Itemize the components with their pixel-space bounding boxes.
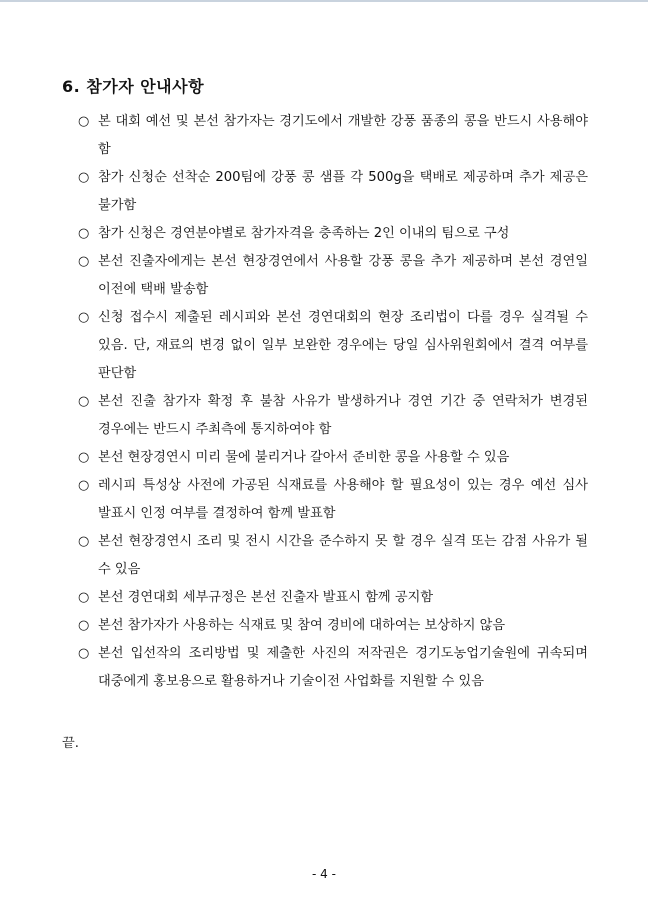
circle-bullet-icon: ○	[78, 618, 90, 633]
circle-bullet-icon: ○	[78, 310, 90, 325]
list-item	[76, 220, 588, 248]
list-item-text: 신청 접수시 제출된 레시피와 본선 경연대회의 현장 조리법이 다를 경우 실격될 수 있음. 단, 재료의 변경 없이 일부 보완한 경우에는 당일 심사위원회에서 결격 여부를 판단함	[98, 310, 588, 381]
list-item	[76, 304, 588, 388]
circle-bullet-icon: ○	[78, 254, 90, 269]
list-item-text: 본선 현장경연시 미리 물에 불리거나 갈아서 준비한 콩을 사용할 수 있음	[98, 450, 510, 465]
list-item	[76, 444, 588, 472]
list-item-text: 레시피 특성상 사전에 가공된 식재료를 사용해야 할 필요성이 있는 경우 예선 심사 발표시 인정 여부를 결정하여 함께 발표함	[98, 478, 588, 521]
circle-bullet-icon: ○	[78, 478, 90, 493]
list-item	[76, 164, 588, 220]
list-item-text: 본 대회 예선 및 본선 참가자는 경기도에서 개발한 강풍 품종의 콩을 반드시 사용해야 함	[98, 114, 588, 157]
list-item-text: 본선 입선작의 조리방법 및 제출한 사진의 저작권은 경기도농업기술원에 귀속되며 대중에게 홍보용으로 활용하거나 기술이전 사업화를 지원할 수 있음	[98, 646, 588, 689]
page-number: - 4 -	[312, 867, 336, 881]
circle-bullet-icon: ○	[78, 450, 90, 465]
list-item	[76, 584, 588, 612]
top-border-line	[0, 0, 648, 2]
list-item-text: 본선 경연대회 세부규정은 본선 진출자 발표시 함께 공지함	[98, 590, 434, 605]
list-item-text: 본선 진출자에게는 본선 현장경연에서 사용할 강풍 콩을 추가 제공하며 본선 경연일 이전에 택배 발송함	[98, 254, 588, 297]
list-item-text: 본선 참가자가 사용하는 식재료 및 참여 경비에 대하여는 보상하지 않음	[98, 618, 506, 633]
section-title: 6. 참가자 안내사항	[62, 77, 205, 96]
circle-bullet-icon: ○	[78, 534, 90, 549]
list-item-text: 본선 현장경연시 조리 및 전시 시간을 준수하지 못 할 경우 실격 또는 감점 사유가 될 수 있음	[98, 534, 588, 577]
list-item	[76, 640, 588, 696]
list-item-text: 참가 신청은 경연분야별로 참가자격을 충족하는 2인 이내의 팀으로 구성	[98, 226, 510, 241]
list-item	[76, 472, 588, 528]
list-item-text: 본선 진출 참가자 확정 후 불참 사유가 발생하거나 경연 기간 중 연락처가 변경된 경우에는 반드시 주최측에 통지하여야 함	[98, 394, 588, 437]
notice-list	[76, 108, 588, 696]
list-item-text: 참가 신청순 선착순 200팀에 강풍 콩 샘플 각 500g을 택배로 제공하며 추가 제공은 불가함	[98, 170, 588, 213]
list-item	[76, 528, 588, 584]
circle-bullet-icon: ○	[78, 394, 90, 409]
list-item	[76, 612, 588, 640]
circle-bullet-icon: ○	[78, 646, 90, 661]
circle-bullet-icon: ○	[78, 590, 90, 605]
list-item	[76, 388, 588, 444]
list-item	[76, 248, 588, 304]
closing-mark: 끝.	[62, 736, 79, 751]
circle-bullet-icon: ○	[78, 114, 90, 129]
list-item	[76, 108, 588, 164]
circle-bullet-icon: ○	[78, 226, 90, 241]
circle-bullet-icon: ○	[78, 170, 90, 185]
